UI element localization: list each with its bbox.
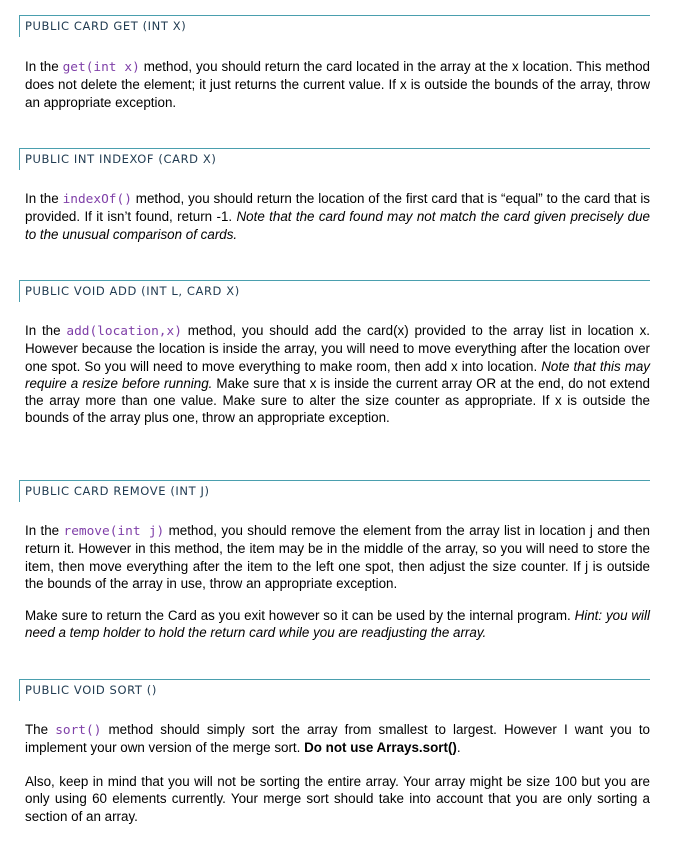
section-heading-text: PUBLIC INT INDEXOF (CARD X) xyxy=(25,152,217,166)
text-run: Also, keep in mind that you will not be sorting the entire array. Your array might be size 100 but you are only using 60 elements currently. Your merge sort should take into account that you are only sorting a section of an array. xyxy=(25,774,650,824)
section-heading-indexof xyxy=(19,148,650,170)
bold-warning: Do not use Arrays.sort() xyxy=(304,740,457,756)
text-run: method, you should remove the element from the array list in location j and then return it. However in this method, the item may be in the middle of the array, so you will need to store the item, then move everything after the item to the left one spot, then adjust the size counter. If j is outside the bounds of the array in use, throw an appropriate exception. xyxy=(25,523,650,591)
code-snippet: indexOf() xyxy=(62,192,132,207)
text-run: Make sure to return the Card as you exit however so it can be used by the internal program. xyxy=(25,608,575,623)
italic-hint: Hint: you will need a temp holder to hold the return card while you are readjusting the array. xyxy=(25,608,650,641)
italic-note: Note that the card found may not match the card given precisely due to the unusual comparison of cards. xyxy=(25,209,651,242)
text-run: In the xyxy=(25,59,63,74)
text-run: In the xyxy=(25,191,63,206)
text-run: Make sure that x is inside the current array OR at the end, do not extend the array more than one value. Make sure to alter the size counter as appropriate. If x is outside the bounds of the array plus one, throw an appropriate exception. xyxy=(25,375,651,426)
sort-description xyxy=(25,721,650,757)
section-heading-text: PUBLIC VOID ADD (INT L, CARD X) xyxy=(25,284,240,298)
section-heading-text: PUBLIC CARD GET (INT X) xyxy=(25,19,187,33)
section-heading-add xyxy=(19,280,650,302)
text-run: method should simply sort the array from smallest to largest. However I want you to implement your own version of the merge sort. xyxy=(25,722,651,756)
text-run: In the xyxy=(25,323,67,338)
text-run: In the xyxy=(25,523,64,538)
text-run: method, you should return the card located in the array at the x location. This method does not delete the element; it just returns the current value. If x is outside the bounds of the array, throw an appropriate exception. xyxy=(25,59,650,110)
section-heading-text: PUBLIC CARD REMOVE (INT J) xyxy=(25,484,210,498)
code-snippet: sort() xyxy=(55,723,102,738)
section-heading-get xyxy=(19,15,650,37)
indexof-description xyxy=(25,190,650,243)
code-snippet: remove(int j) xyxy=(63,524,165,539)
add-description xyxy=(25,322,650,427)
remove-description xyxy=(25,522,650,592)
section-heading-sort xyxy=(19,679,650,701)
text-run: method, you should add the card(x) provided to the array list in location x. However because the location is inside the array, you will need to move everything after the location over one spot. So you will need to move everything to make room, then add x into location. xyxy=(25,323,650,374)
section-heading-remove xyxy=(19,480,650,502)
text-run: . xyxy=(456,740,461,756)
code-snippet: add(location,x) xyxy=(66,324,182,339)
get-description xyxy=(25,58,650,111)
sort-partial-note xyxy=(25,773,650,825)
text-run: The xyxy=(25,722,56,737)
section-heading-text: PUBLIC VOID SORT () xyxy=(25,683,157,697)
text-run: method, you should return the location of the first card that is “equal” to the card that is provided. If it isn’t found, return -1. xyxy=(25,191,650,225)
remove-return-note xyxy=(25,607,650,642)
code-snippet: get(int x) xyxy=(62,60,140,75)
italic-note: Note that this may require a resize before running. xyxy=(25,358,650,391)
